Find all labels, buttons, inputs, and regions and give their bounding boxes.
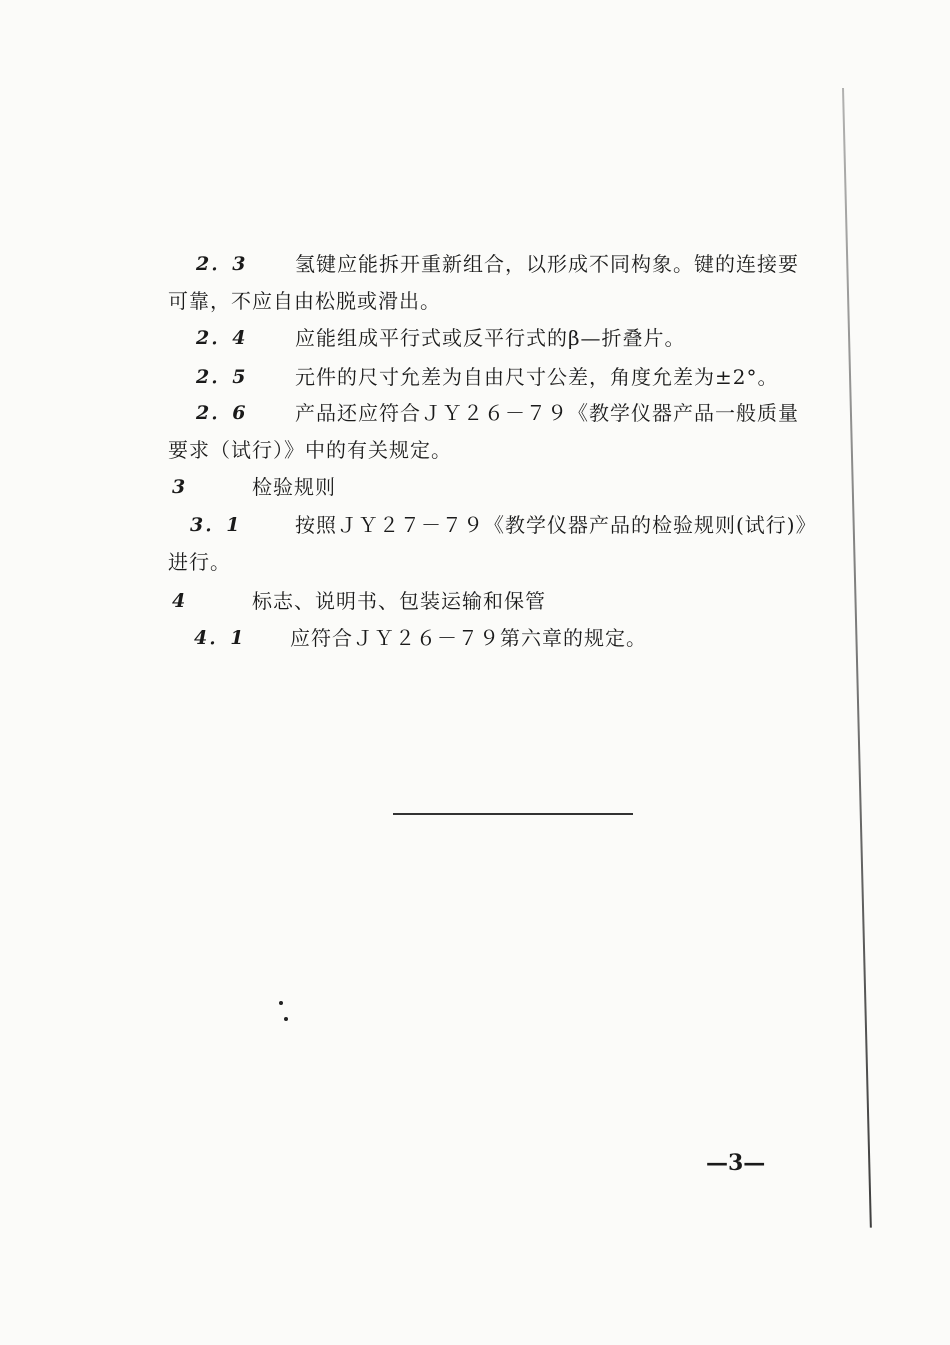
clause-number: 2．6 <box>196 402 248 424</box>
clause-text: 元件的尺寸允差为自由尺寸公差，角度允差为±2°。 <box>295 365 779 389</box>
clause-number: 3．1 <box>190 514 242 536</box>
clause-text: 产品还应符合ＪＹ２６－７９《教学仪器产品一般质量 <box>295 401 799 425</box>
scan-speck <box>279 1001 283 1005</box>
clause-text-cont: 要求（试行）》中的有关规定。 <box>168 438 452 462</box>
clause-text: 氢键应能拆开重新组合，以形成不同构象。键的连接要 <box>295 252 799 276</box>
page-number: —3— <box>706 1150 766 1176</box>
end-separator-rule <box>393 813 633 815</box>
clause-number: 4．1 <box>194 627 246 649</box>
clause-text: 应能组成平行式或反平行式的β—折叠片。 <box>295 326 686 350</box>
section-title: 标志、说明书、包装运输和保管 <box>252 589 546 613</box>
clause-text: 应符合ＪＹ２６－７９第六章的规定。 <box>290 626 647 650</box>
clause-number: 2．5 <box>196 366 248 388</box>
scan-speck <box>284 1017 288 1021</box>
section-number: 3 <box>172 476 188 498</box>
clause-text: 按照ＪＹ２７－７９《教学仪器产品的检验规则(试行)》 <box>295 513 817 537</box>
clause-text-cont: 可靠，不应自由松脱或滑出。 <box>168 289 441 313</box>
clause-number: 2．4 <box>196 327 248 349</box>
scan-edge-line <box>842 88 872 1228</box>
section-title: 检验规则 <box>252 475 336 499</box>
clause-text-cont: 进行。 <box>168 550 231 574</box>
section-number: 4 <box>172 590 188 612</box>
clause-number: 2．3 <box>196 253 248 275</box>
